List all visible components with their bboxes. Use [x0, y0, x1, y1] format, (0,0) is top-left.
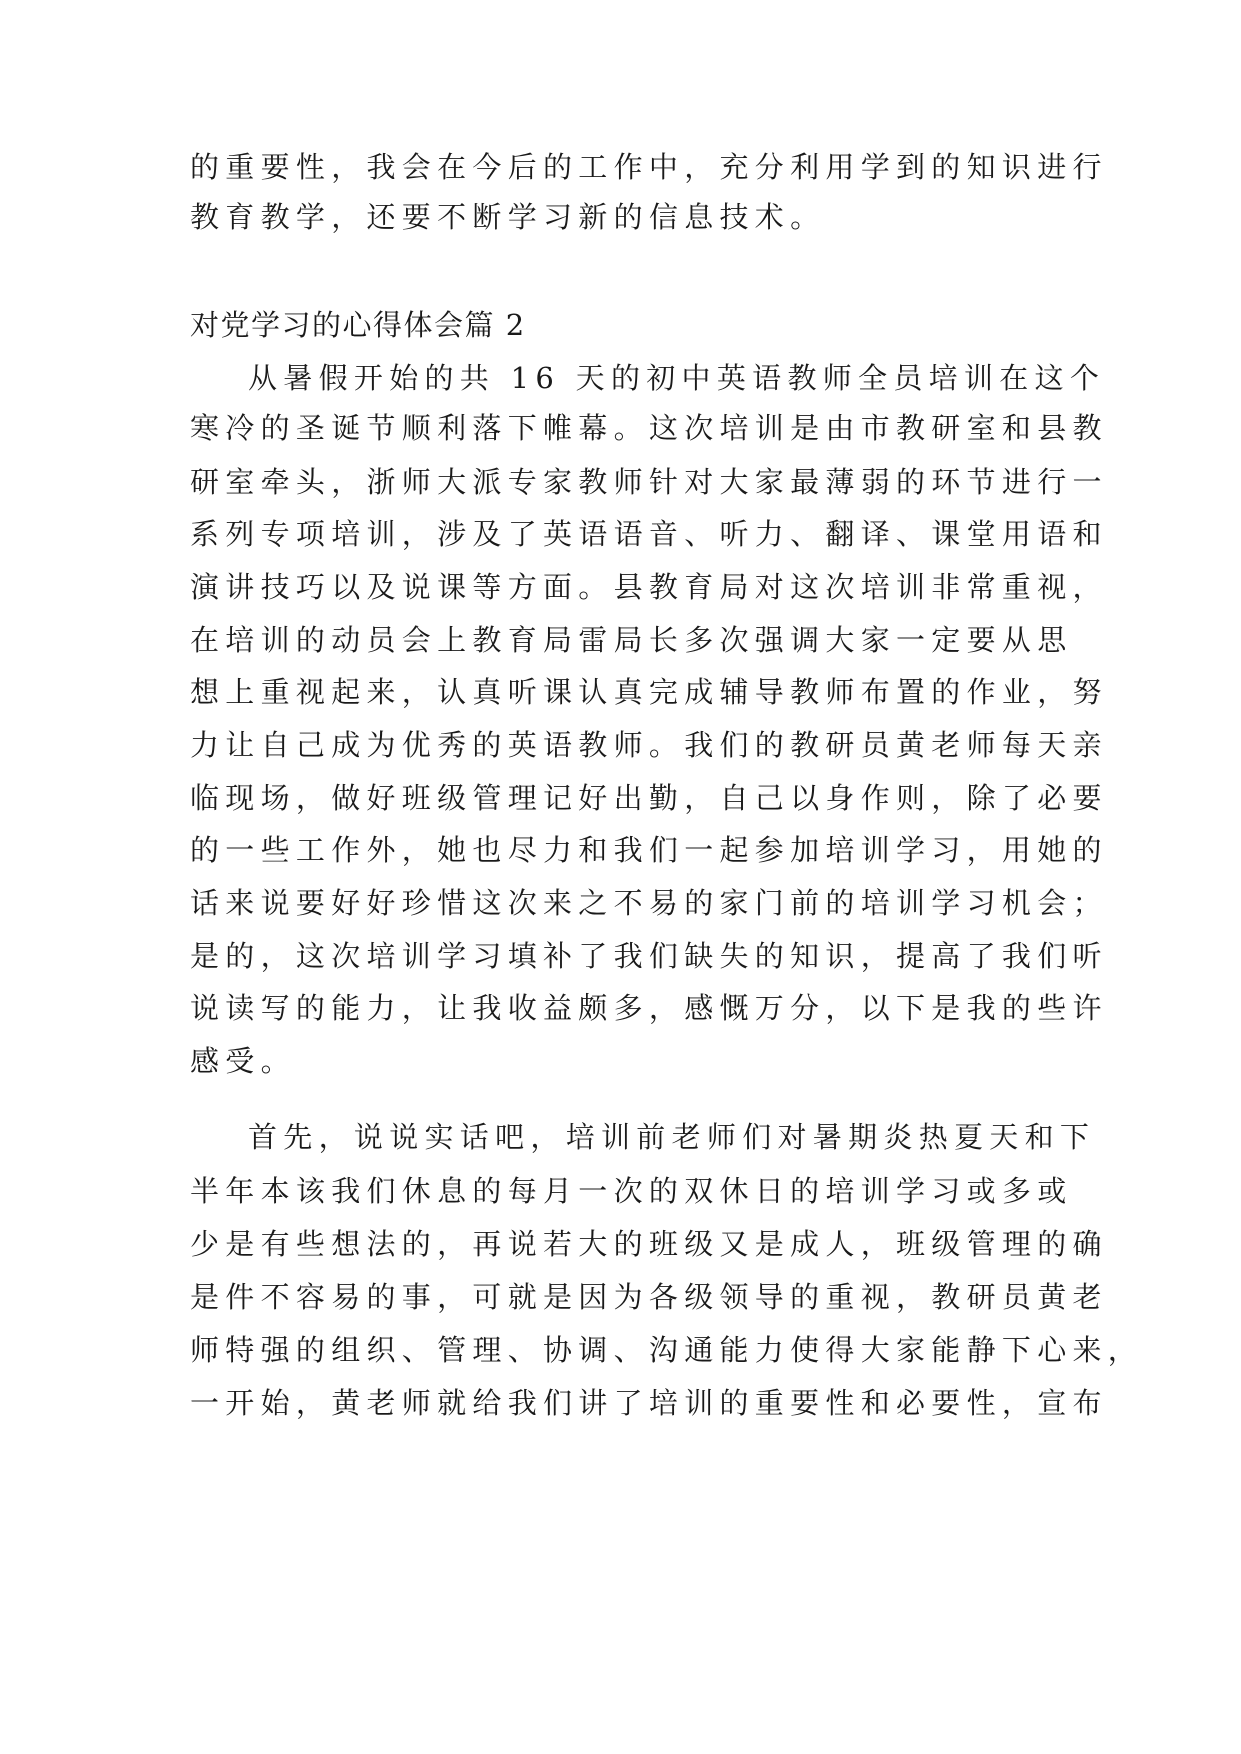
- paragraph1-line-5: 演讲技巧以及说课等方面。县教育局对这次培训非常重视，: [190, 570, 1108, 604]
- paragraph2-line-5: 师特强的组织、管理、协调、沟通能力使得大家能静下心来，: [190, 1333, 1144, 1367]
- intro-line-2: 教育教学，还要不断学习新的信息技术。: [190, 200, 826, 234]
- paragraph2-line-6: 一开始，黄老师就给我们讲了培训的重要性和必要性，宣布: [190, 1386, 1108, 1420]
- paragraph1-line-7: 想上重视起来，认真听课认真完成辅导教师布置的作业，努: [190, 675, 1108, 709]
- paragraph1-line-14: 感受。: [190, 1044, 296, 1078]
- paragraph1-line-10: 的一些工作外，她也尽力和我们一起参加培训学习，用她的: [190, 833, 1108, 867]
- paragraph1-line-6: 在培训的动员会上教育局雷局长多次强调大家一定要从思: [190, 623, 1073, 657]
- paragraph1-line-13: 说读写的能力，让我收益颇多，感慨万分，以下是我的些许: [190, 991, 1108, 1025]
- paragraph1-line-9: 临现场，做好班级管理记好出勤，自己以身作则，除了必要: [190, 781, 1108, 815]
- paragraph1-line-2: 寒冷的圣诞节顺利落下帷幕。这次培训是由市教研室和县教: [190, 411, 1108, 445]
- section-title: 对党学习的心得体会篇 2: [190, 308, 526, 342]
- intro-line-1: 的重要性，我会在今后的工作中，充分利用学到的知识进行: [190, 150, 1108, 184]
- paragraph1-line-11: 话来说要好好珍惜这次来之不易的家门前的培训学习机会；: [190, 886, 1108, 920]
- paragraph1-line-8: 力让自己成为优秀的英语教师。我们的教研员黄老师每天亲: [190, 728, 1108, 762]
- paragraph2-line-2: 半年本该我们休息的每月一次的双休日的培训学习或多或: [190, 1174, 1073, 1208]
- paragraph1-line-3: 研室牵头，浙师大派专家教师针对大家最薄弱的环节进行一: [190, 465, 1108, 499]
- paragraph1-line-12: 是的，这次培训学习填补了我们缺失的知识，提高了我们听: [190, 939, 1108, 973]
- paragraph2-line-3: 少是有些想法的，再说若大的班级又是成人，班级管理的确: [190, 1227, 1108, 1261]
- paragraph2-line-1: 首先，说说实话吧，培训前老师们对暑期炎热夏天和下: [248, 1120, 1096, 1154]
- paragraph1-line-4: 系列专项培训，涉及了英语语音、听力、翻译、课堂用语和: [190, 517, 1108, 551]
- paragraph1-line-1: 从暑假开始的共 16 天的初中英语教师全员培训在这个: [248, 361, 1106, 395]
- paragraph2-line-4: 是件不容易的事，可就是因为各级领导的重视，教研员黄老: [190, 1280, 1108, 1314]
